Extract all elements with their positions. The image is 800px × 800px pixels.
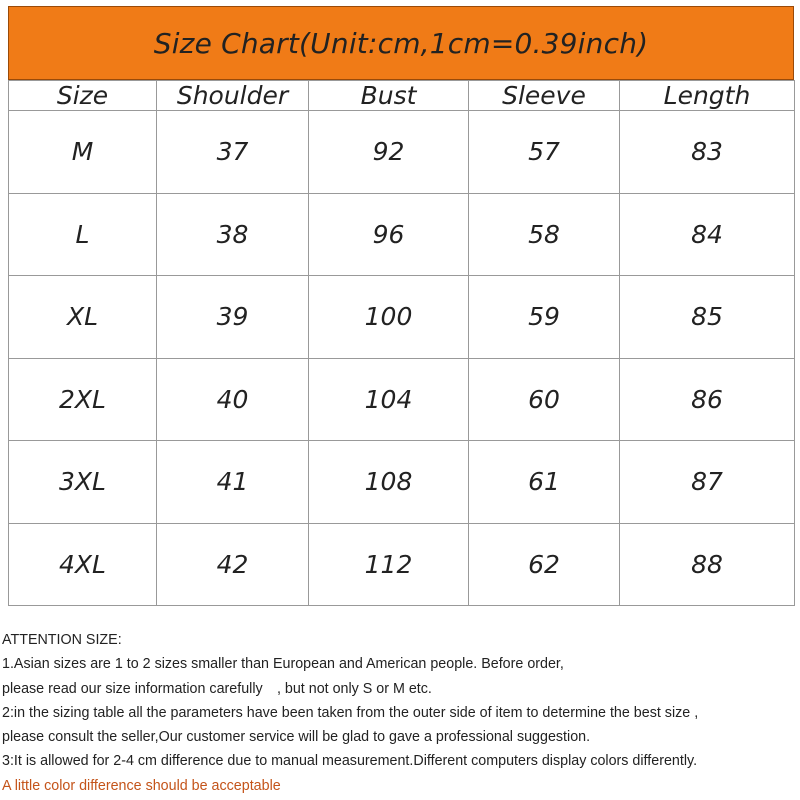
note-line-color-warning: A little color difference should be acceptable [2,777,281,794]
note-line: 2:in the sizing table all the parameters have been taken from the outer side of item to determine the best size , [2,704,699,721]
cell-sleeve: 59 [469,276,620,359]
table-row [9,276,795,359]
cell-size: M [9,111,157,194]
cell-shoulder: 42 [157,523,309,606]
size-table [8,80,795,606]
cell-bust: 92 [309,111,469,194]
cell-length: 88 [620,523,795,606]
cell-size: 2XL [9,358,157,441]
cell-length: 86 [620,358,795,441]
cell-length: 84 [620,193,795,276]
cell-bust: 108 [309,441,469,524]
cell-size: L [9,193,157,276]
header-shoulder: Shoulder [157,81,309,111]
chart-title: Size Chart(Unit:cm,1cm=0.39inch) [153,26,649,60]
cell-sleeve: 60 [469,358,620,441]
cell-sleeve: 61 [469,441,620,524]
cell-bust: 104 [309,358,469,441]
note-line: 1.Asian sizes are 1 to 2 sizes smaller than European and American people. Before order, [2,656,564,673]
cell-bust: 100 [309,276,469,359]
cell-sleeve: 57 [469,111,620,194]
note-line: please consult the seller,Our customer service will be glad to gave a professional suggestion. [2,729,591,746]
title-bar [8,6,794,80]
cell-length: 87 [620,441,795,524]
cell-length: 85 [620,276,795,359]
cell-shoulder: 39 [157,276,309,359]
cell-sleeve: 62 [469,523,620,606]
cell-size: 4XL [9,523,157,606]
table-row [9,523,795,606]
table-row [9,111,795,194]
note-line: 3:It is allowed for 2-4 cm difference due to manual measurement.Different computers display colors differently. [2,753,698,770]
header-size: Size [9,81,157,111]
table-row [9,193,795,276]
cell-size: XL [9,276,157,359]
cell-sleeve: 58 [469,193,620,276]
table-row [9,358,795,441]
cell-shoulder: 41 [157,441,309,524]
cell-size: 3XL [9,441,157,524]
cell-length: 83 [620,111,795,194]
cell-bust: 96 [309,193,469,276]
header-bust: Bust [309,81,469,111]
cell-shoulder: 40 [157,358,309,441]
header-length: Length [620,81,795,111]
table-header-row [9,81,795,111]
notes-heading: ATTENTION SIZE: [2,632,122,648]
attention-notes [2,628,798,798]
header-sleeve: Sleeve [469,81,620,111]
cell-shoulder: 38 [157,193,309,276]
cell-bust: 112 [309,523,469,606]
cell-shoulder: 37 [157,111,309,194]
note-line: please read our size information carefully , but not only S or M etc. [2,680,432,697]
table-row [9,441,795,524]
